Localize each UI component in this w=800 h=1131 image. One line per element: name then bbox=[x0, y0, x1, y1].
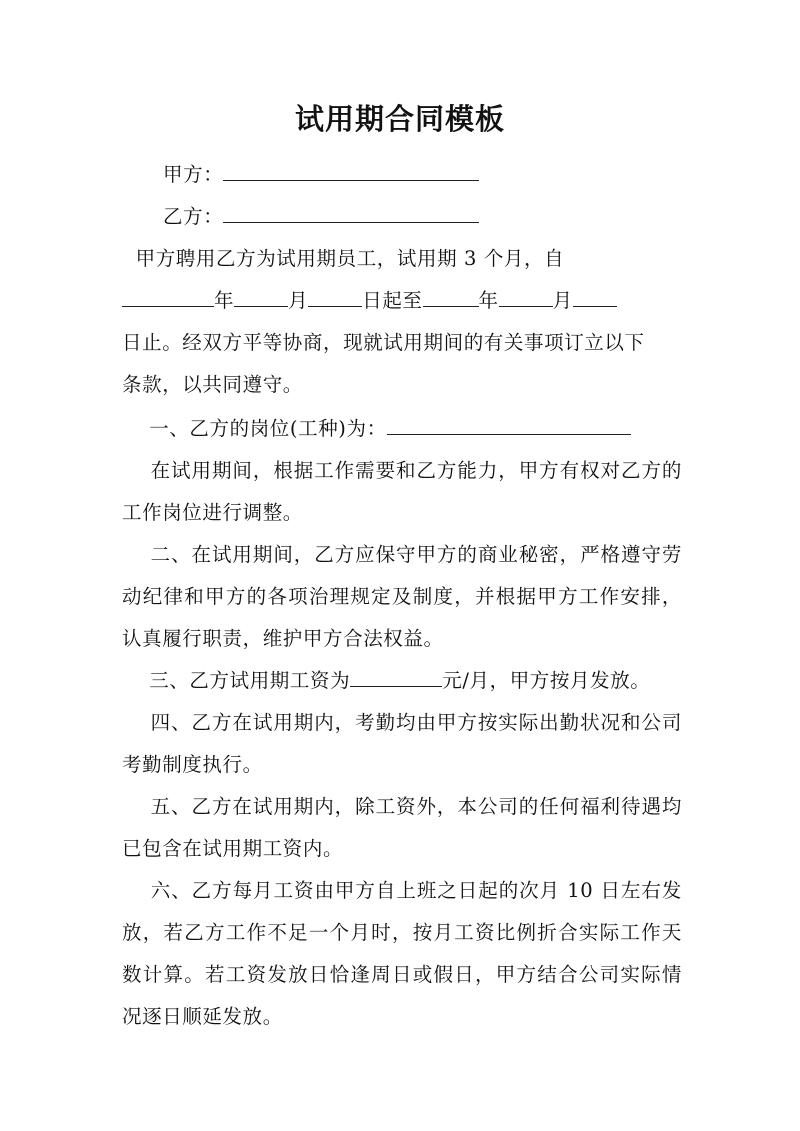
start-month-blank bbox=[234, 288, 288, 307]
clause-5: 五、乙方在试用期内，除工资外，本公司的任何福利待遇均已包含在试用期工资内。 bbox=[122, 795, 682, 860]
intro-line-3: 日止。经双方平等协商，现就试用期间的有关事项订立以下 bbox=[122, 331, 645, 354]
party-b-label: 乙方： bbox=[163, 205, 224, 228]
party-a-line bbox=[122, 154, 682, 196]
intro-line-1: 甲方聘用乙方为试用期员工，试用期 3 个月，自 bbox=[122, 247, 565, 270]
clause-1-label: 一、乙方的岗位(工种)为： bbox=[122, 417, 387, 440]
intro-line-2 bbox=[122, 280, 702, 322]
party-a-blank bbox=[223, 162, 479, 181]
start-year-label: 年 bbox=[214, 289, 235, 312]
clause-1-body: 在试用期间，根据工作需要和乙方能力，甲方有权对乙方的工作岗位进行调整。 bbox=[122, 459, 682, 524]
start-year-blank bbox=[122, 288, 214, 307]
party-b-blank bbox=[223, 204, 479, 223]
clause-3-line bbox=[122, 660, 702, 702]
document-title: 试用期合同模板 bbox=[294, 102, 505, 136]
intro-line-4: 条款，以共同遵守。 bbox=[122, 373, 303, 396]
salary-blank bbox=[350, 668, 442, 687]
end-month-label: 月 bbox=[552, 289, 573, 312]
party-b-line bbox=[122, 196, 682, 238]
end-month-blank bbox=[499, 288, 553, 307]
start-day-blank bbox=[308, 288, 362, 307]
party-a-label: 甲方： bbox=[163, 163, 224, 186]
start-month-label: 月 bbox=[288, 289, 309, 312]
clause-1-line bbox=[122, 408, 682, 450]
clause-6: 六、乙方每月工资由甲方自上班之日起的次月 10 日左右发放，若乙方工作不足一个月时，按月工资比例折合实际工作天数计算。若工资发放日恰逢周日或假日，甲方结合公司实际情况逐日顺延发放。 bbox=[122, 879, 682, 1028]
end-year-label: 年 bbox=[478, 289, 499, 312]
end-year-blank bbox=[423, 288, 479, 307]
clause-2: 二、在试用期间，乙方应保守甲方的商业秘密，严格遵守劳动纪律和甲方的各项治理规定及制度，并根据甲方工作安排，认真履行职责，维护甲方合法权益。 bbox=[122, 543, 682, 650]
clause-3-prefix: 三、乙方试用期工资为 bbox=[122, 669, 351, 692]
clause-3-suffix: 元/月，甲方按月发放。 bbox=[442, 669, 651, 692]
start-day-label: 日起至 bbox=[362, 289, 423, 312]
clause-4: 四、乙方在试用期内，考勤均由甲方按实际出勤状况和公司考勤制度执行。 bbox=[122, 711, 682, 776]
position-blank bbox=[387, 416, 631, 435]
end-day-blank bbox=[573, 288, 617, 307]
